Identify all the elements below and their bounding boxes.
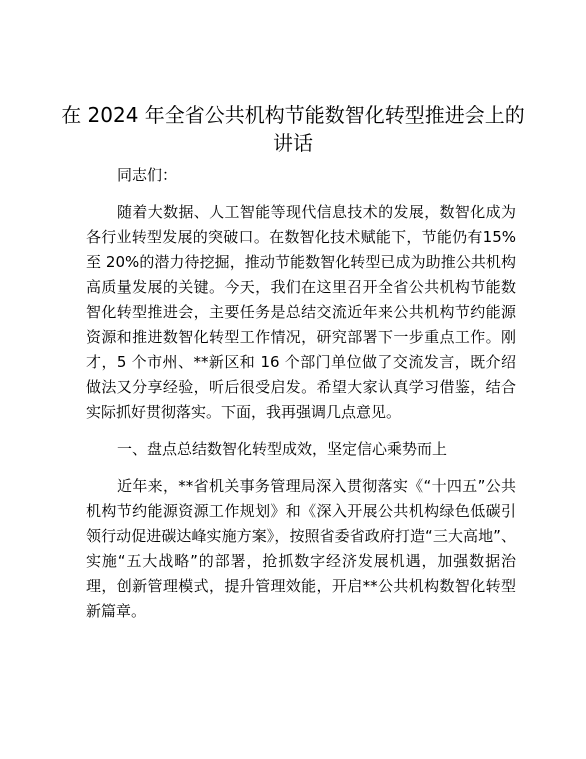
section-heading-1: 一、盘点总结数智化转型成效，坚定信心乘势而上 [117, 440, 448, 458]
document-title: 在 2024 年全省公共机构节能数智化转型推进会上的讲话 [61, 103, 525, 155]
paragraph-achievements: 近年来，**省机关事务管理局深入贯彻落实《“十四五”公共机构节约能源资源工作规划》和《深入开展公共机构绿色低碳引领行动促进碳达峰实施方案》，按照省委省政府打造“三大高地”、实施“五大战略”的部署，抢抓数字经济发展机遇，加强数据治理，创新管理模式，提升管理效能，开启**公共机构数智化转型新篇章。 [86, 477, 516, 620]
paragraph-intro: 随着大数据、人工智能等现代信息技术的发展，数智化成为各行业转型发展的突破口。在数智化技术赋能下，节能仍有15%至 20%的潜力待挖掘，推动节能数智化转型已成为助推公共机构高质量发展的关键。今天，我们在这里召开全省公共机构节能数智化转型推进会，主要任务是总结交流近年来公共机构节约能源资源和推进数智化转型工作情况，研究部署下一步重点工作。刚才，5 个市州、**新区和 16 个部门单位做了交流发言，既介绍做法又分享经验，听后很受启发。希望大家认真学习借鉴，结合实际抓好贯彻落实。下面，我再强调几点意见。 [86, 203, 516, 421]
greeting: 同志们： [117, 166, 178, 184]
document-body [86, 163, 516, 626]
